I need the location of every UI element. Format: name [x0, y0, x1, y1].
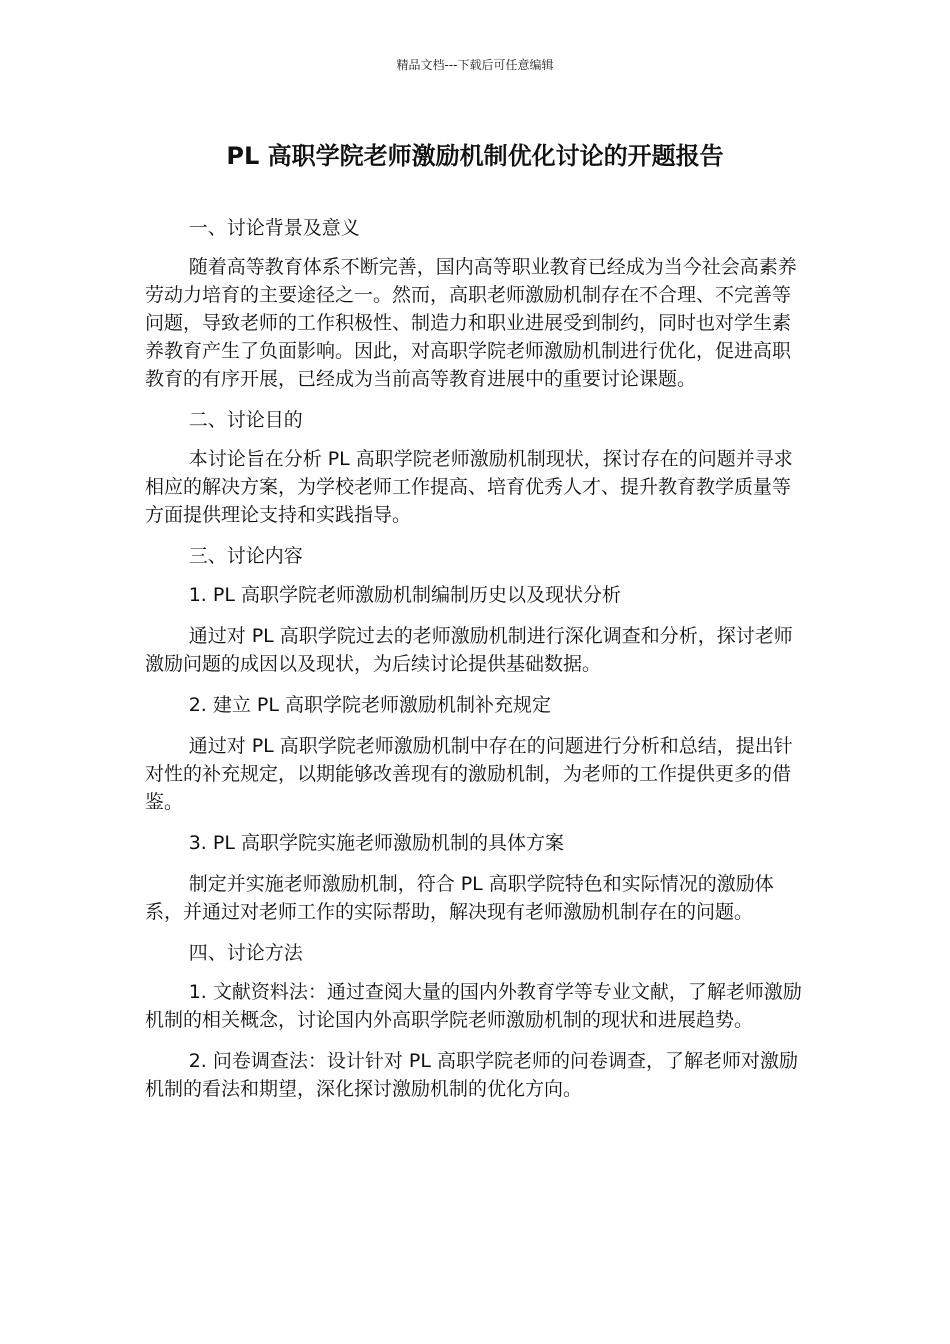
content-item-1-title: 1. PL 高职学院老师激励机制编制历史以及现状分析	[188, 584, 621, 606]
content-item-3-title: 3. PL 高职学院实施老师激励机制的具体方案	[188, 832, 564, 854]
content-item-2-text: 通过对 PL 高职学院老师激励机制中存在的问题进行分析和总结，提出针对性的补充规定，以期能够改善现有的激励机制，为老师的工作提供更多的借鉴。	[145, 735, 793, 813]
section-heading-methods: 四、讨论方法	[188, 942, 303, 964]
content-item-3-text: 制定并实施老师激励机制，符合 PL 高职学院特色和实际情况的激励体系，并通过对老师工作的实际帮助，解决现有老师激励机制存在的问题。	[145, 873, 774, 923]
document-title: PL 高职学院老师激励机制优化讨论的开题报告	[226, 142, 724, 170]
paragraph-purpose: 本讨论旨在分析 PL 高职学院老师激励机制现状，探讨存在的问题并寻求相应的解决方案，为学校老师工作提高、培育优秀人才、提升教育教学质量等方面提供理论支持和实践指导。	[145, 448, 793, 526]
section-heading-purpose: 二、讨论目的	[188, 409, 303, 431]
content-item-2-title: 2. 建立 PL 高职学院老师激励机制补充规定	[188, 694, 551, 716]
document-body	[145, 214, 805, 1116]
content-item-1-text: 通过对 PL 高职学院过去的老师激励机制进行深化调查和分析，探讨老师激励问题的成因以及现状，为后续讨论提供基础数据。	[145, 625, 793, 675]
paragraph-background: 随着高等教育体系不断完善，国内高等职业教育已经成为当今社会高素养劳动力培育的主要途径之一。然而，高职老师激励机制存在不合理、不完善等问题，导致老师的工作积极性、制造力和职业进展受到制约，同时也对学生素养教育产生了负面影响。因此，对高职学院老师激励机制进行优化，促进高职教育的有序开展，已经成为当前高等教育进展中的重要讨论课题。	[145, 256, 797, 390]
header-note: 精品文档---下载后可任意编辑	[396, 58, 554, 72]
section-heading-background: 一、讨论背景及意义	[188, 217, 360, 239]
method-item-2: 2. 问卷调查法：设计针对 PL 高职学院老师的问卷调查，了解老师对激励机制的看法和期望，深化探讨激励机制的优化方向。	[145, 1050, 798, 1100]
method-item-1: 1. 文献资料法：通过查阅大量的国内外教育学等专业文献，了解老师激励机制的相关概念，讨论国内外高职学院老师激励机制的现状和进展趋势。	[145, 981, 802, 1031]
section-heading-content: 三、讨论内容	[188, 545, 303, 567]
